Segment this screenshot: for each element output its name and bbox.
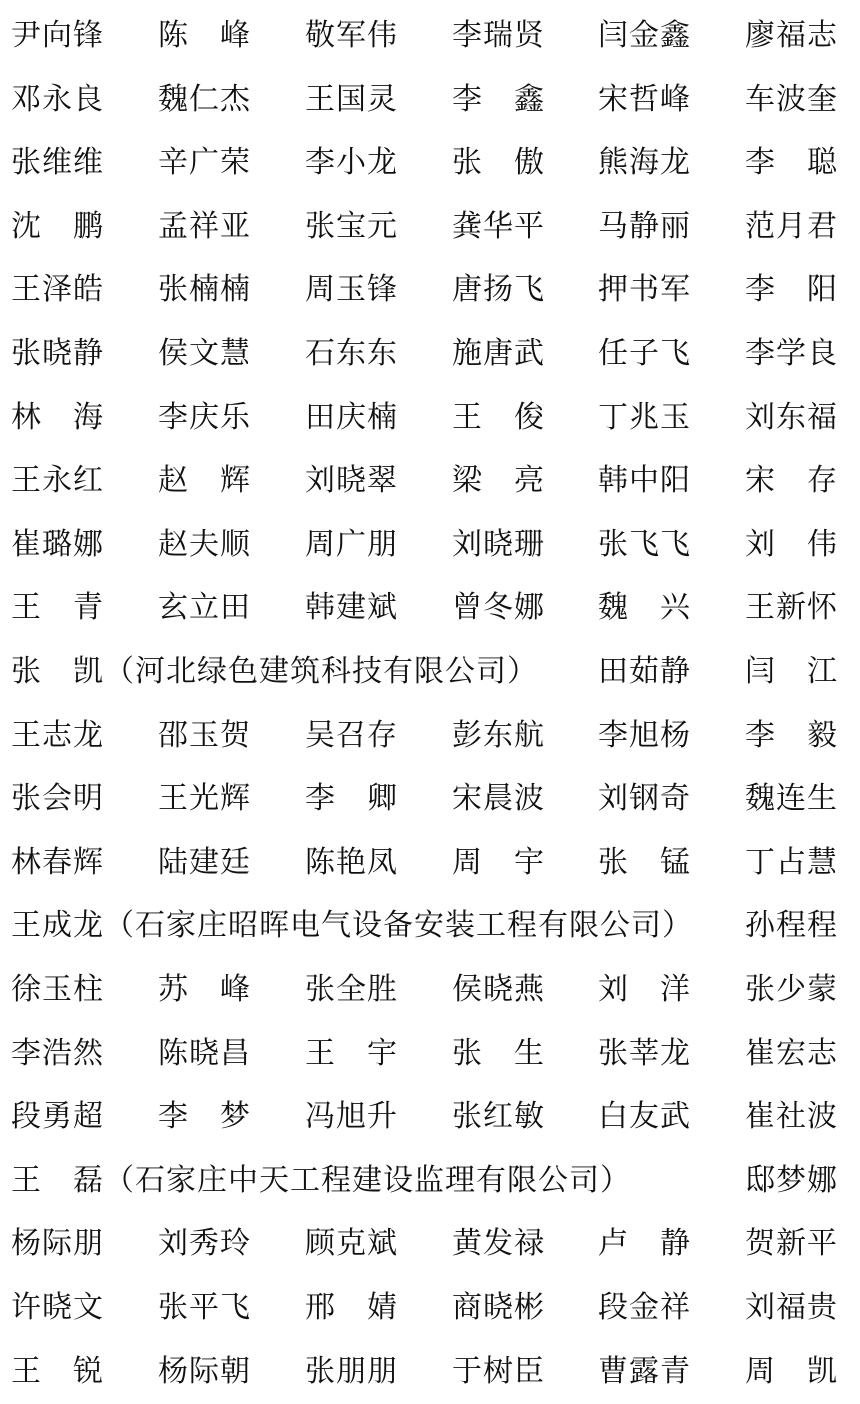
name-cell: 韩中阳 [598,463,691,499]
name-cell: 丁占慧 [745,844,838,880]
name-cell: 李小龙 [305,145,398,181]
name-cell: 孙程程 [745,908,838,944]
name-cell: 段金祥 [598,1290,691,1325]
name-cell: 侯晓燕 [452,972,545,1007]
name-cell: 林春辉 [11,844,104,880]
name-cell: 白友武 [598,1099,691,1135]
name-cell: 李 鑫 [452,81,545,117]
name-cell: 梁 亮 [452,463,545,499]
name-cell: 张少蒙 [745,972,838,1007]
name-cell: 张 生 [452,1035,545,1071]
name-cell: 张朋朋 [305,1353,398,1389]
name-cell: 廖福志 [745,18,838,53]
name-cell: 邢 婧 [305,1290,398,1325]
name-cell: 王 磊（石家庄中天工程建设监理有限公司） [11,1162,631,1198]
name-cell: 刘秀玲 [158,1226,251,1262]
name-row [0,576,860,640]
name-cell: 李学良 [745,336,838,371]
name-cell: 宋晨波 [452,781,545,817]
name-cell: 张维维 [11,145,104,181]
name-cell: 龚华平 [452,208,545,244]
name-cell: 赵 辉 [158,463,251,499]
name-cell: 张平飞 [158,1290,251,1325]
name-cell: 魏连生 [745,781,838,817]
name-cell: 刘 洋 [598,972,691,1007]
name-row [0,1085,860,1149]
name-cell: 陈晓昌 [158,1035,251,1071]
name-cell: 李旭杨 [598,717,691,753]
name-cell: 贺新平 [745,1226,838,1262]
name-cell: 杨际朝 [158,1353,251,1389]
name-row [0,1276,860,1340]
name-cell: 敬军伟 [305,18,398,53]
name-cell: 周广朋 [305,526,398,562]
name-cell: 闫金鑫 [598,18,691,53]
name-cell: 曾冬娜 [452,590,545,626]
name-cell: 沈 鹏 [11,208,104,244]
name-cell: 石东东 [305,336,398,371]
name-cell: 吴召存 [305,717,398,753]
name-row [0,386,860,450]
name-row [0,195,860,259]
name-cell: 商晓彬 [452,1290,545,1325]
name-cell: 杨际朋 [11,1226,104,1262]
name-cell: 刘晓珊 [452,526,545,562]
name-cell: 陈艳凤 [305,844,398,880]
name-cell: 田茹静 [598,654,691,689]
name-cell: 段勇超 [11,1099,104,1135]
name-cell: 许晓文 [11,1290,104,1325]
name-row [0,258,860,322]
name-cell: 林 海 [11,399,104,435]
name-cell: 范月君 [745,208,838,244]
name-cell: 张红敏 [452,1099,545,1135]
name-cell: 李 聪 [745,145,838,181]
name-row [0,1149,860,1213]
name-row [0,513,860,577]
name-cell: 张 锰 [598,844,691,880]
name-cell: 陈 峰 [158,18,251,53]
name-row [0,1340,860,1404]
name-cell: 张全胜 [305,972,398,1007]
name-cell: 李庆乐 [158,399,251,435]
name-cell: 马静丽 [598,208,691,244]
name-cell: 孟祥亚 [158,208,251,244]
name-row [0,1212,860,1276]
name-cell: 张楠楠 [158,272,251,308]
name-cell: 周 宇 [452,844,545,880]
name-cell: 王国灵 [305,81,398,117]
name-row [0,831,860,895]
name-cell: 任子飞 [598,336,691,371]
name-row [0,68,860,132]
name-cell: 李浩然 [11,1035,104,1071]
name-cell: 王泽皓 [11,272,104,308]
name-cell: 刘晓翠 [305,463,398,499]
name-cell: 韩建斌 [305,590,398,626]
name-cell: 熊海龙 [598,145,691,181]
name-cell: 王 锐 [11,1353,104,1389]
name-cell: 崔璐娜 [11,526,104,562]
name-cell: 李瑞贤 [452,18,545,53]
name-cell: 王永红 [11,463,104,499]
name-row [0,1022,860,1086]
name-row [0,958,860,1022]
name-cell: 张会明 [11,781,104,817]
name-cell: 王 俊 [452,399,545,435]
name-cell: 魏仁杰 [158,81,251,117]
name-cell: 王志龙 [11,717,104,753]
name-cell: 刘 伟 [745,526,838,562]
name-row [0,640,860,704]
name-cell: 崔宏志 [745,1035,838,1071]
name-cell: 施唐武 [452,336,545,371]
name-cell: 王成龙（石家庄昭晖电气设备安装工程有限公司） [11,908,693,944]
name-cell: 车波奎 [745,81,838,117]
name-cell: 彭东航 [452,717,545,753]
name-cell: 宋哲峰 [598,81,691,117]
name-cell: 刘钢奇 [598,781,691,817]
name-cell: 魏 兴 [598,590,691,626]
name-cell: 王 宇 [305,1035,398,1071]
name-cell: 周玉锋 [305,272,398,308]
name-cell: 于树臣 [452,1353,545,1389]
name-row [0,449,860,513]
name-cell: 张 傲 [452,145,545,181]
name-cell: 张莘龙 [598,1035,691,1071]
name-cell: 崔社波 [745,1099,838,1135]
name-cell: 卢 静 [598,1226,691,1262]
name-cell: 陆建廷 [158,844,251,880]
name-cell: 李 阳 [745,272,838,308]
name-cell: 黄发禄 [452,1226,545,1262]
name-cell: 尹向锋 [11,18,104,53]
name-row [0,704,860,768]
name-cell: 王 青 [11,590,104,626]
name-cell: 周 凯 [745,1353,838,1389]
name-row [0,767,860,831]
name-row [0,894,860,958]
name-cell: 唐扬飞 [452,272,545,308]
name-cell: 王新怀 [745,590,838,626]
name-cell: 顾克斌 [305,1226,398,1262]
name-cell: 押书军 [598,272,691,308]
name-cell: 丁兆玉 [598,399,691,435]
name-cell: 辛广荣 [158,145,251,181]
name-cell: 张宝元 [305,208,398,244]
name-cell: 赵夫顺 [158,526,251,562]
name-cell: 冯旭升 [305,1099,398,1135]
name-cell: 张晓静 [11,336,104,371]
name-cell: 徐玉柱 [11,972,104,1007]
name-cell: 侯文慧 [158,336,251,371]
name-cell: 曹露青 [598,1353,691,1389]
name-cell: 李 毅 [745,717,838,753]
name-cell: 刘福贵 [745,1290,838,1325]
name-cell: 邵玉贺 [158,717,251,753]
name-cell: 李 梦 [158,1099,251,1135]
name-cell: 玄立田 [158,590,251,626]
name-cell: 李 卿 [305,781,398,817]
name-cell: 闫 江 [745,654,838,689]
name-cell: 邸梦娜 [745,1162,838,1198]
name-cell: 田庆楠 [305,399,398,435]
name-cell: 苏 峰 [158,972,251,1007]
name-cell: 宋 存 [745,463,838,499]
name-cell: 张飞飞 [598,526,691,562]
name-cell: 王光辉 [158,781,251,817]
name-cell: 刘东福 [745,399,838,435]
name-cell: 张 凯（河北绿色建筑科技有限公司） [11,654,538,689]
name-row [0,322,860,386]
name-row [0,131,860,195]
name-cell: 邓永良 [11,81,104,117]
name-row [0,4,860,68]
